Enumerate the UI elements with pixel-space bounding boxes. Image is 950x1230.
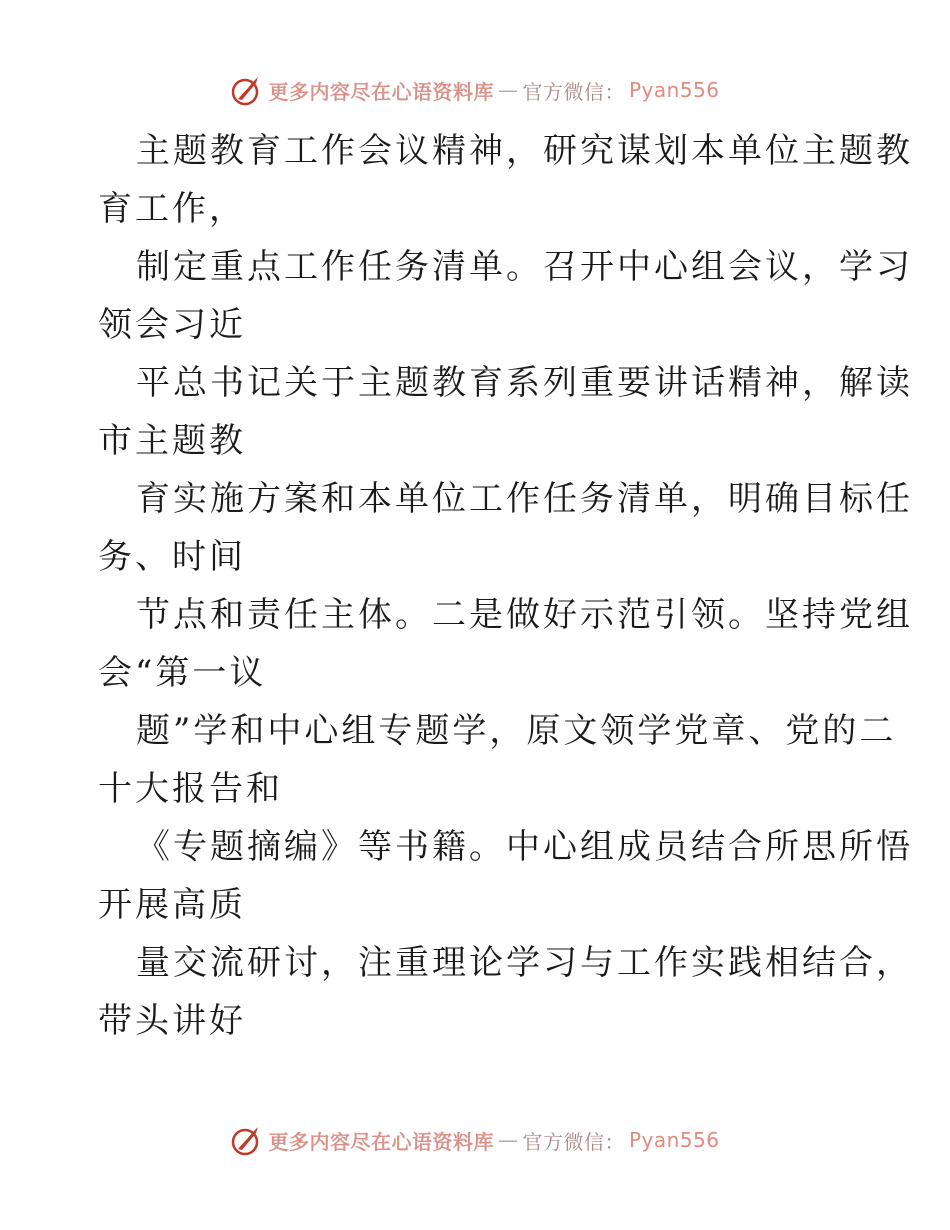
text-line: 领会习近 (98, 305, 246, 345)
footer-watermark (0, 1120, 950, 1160)
text-line: 市主题教 (98, 421, 246, 461)
watermark-label: 官方微信： (522, 1129, 625, 1154)
text-line: 务、时间 (98, 537, 246, 577)
text-line: 会“第一议 (98, 653, 267, 693)
watermark-dash: — (497, 78, 519, 102)
text-line: 育实施方案和本单位工作任务清单，明确目标任 (136, 479, 913, 519)
header-watermark (0, 70, 950, 110)
watermark-brand-text: 更多内容尽在心语资料库 (268, 79, 494, 104)
text-line: 带头讲好 (98, 1001, 246, 1041)
watermark-wechat-id: Pyan556 (628, 78, 720, 102)
text-line: 制定重点工作任务清单。召开中心组会议，学习 (136, 247, 913, 287)
text-line: 《专题摘编》等书籍。中心组成员结合所思所悟 (136, 827, 913, 867)
text-line: 主题教育工作会议精神，研究谋划本单位主题教 (136, 131, 913, 171)
text-line: 十大报告和 (98, 769, 283, 809)
text-line: 题”学和中心组专题学，原文领学党章、党的二 (136, 711, 897, 751)
watermark-brand-text: 更多内容尽在心语资料库 (268, 1129, 494, 1154)
quill-circle-icon (230, 73, 264, 107)
text-line: 平总书记关于主题教育系列重要讲话精神，解读 (136, 363, 913, 403)
text-line: 节点和责任主体。二是做好示范引领。坚持党组 (136, 595, 913, 635)
quill-circle-icon (230, 1123, 264, 1157)
body-text (98, 122, 913, 1050)
text-line: 育工作， (98, 189, 246, 229)
watermark-wechat-id: Pyan556 (628, 1128, 720, 1152)
text-line: 量交流研讨，注重理论学习与工作实践相结合， (136, 943, 913, 983)
watermark-label: 官方微信： (522, 79, 625, 104)
text-line: 开展高质 (98, 885, 246, 925)
watermark-dash: — (497, 1128, 519, 1152)
